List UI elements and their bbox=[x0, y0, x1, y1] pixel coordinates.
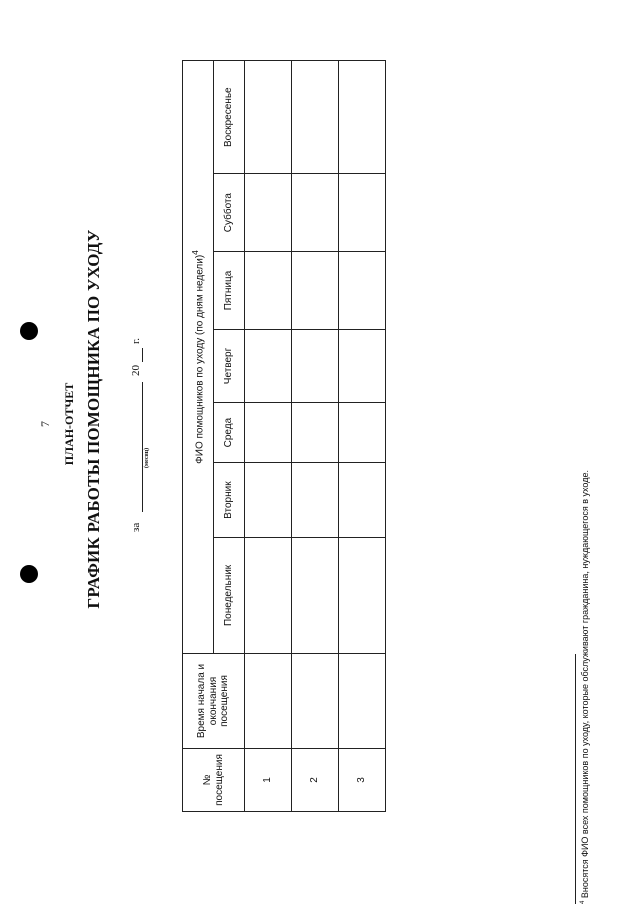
day-friday: Пятница bbox=[214, 251, 245, 329]
table-cell[interactable] bbox=[292, 537, 339, 653]
year-blank[interactable] bbox=[142, 348, 143, 362]
table-cell[interactable] bbox=[339, 537, 386, 653]
header-assistants-by-day bbox=[183, 61, 214, 654]
table-cell[interactable] bbox=[339, 402, 386, 463]
table-cell[interactable] bbox=[245, 251, 292, 329]
year-prefix: 20 bbox=[130, 365, 142, 376]
table-cell[interactable] bbox=[245, 463, 292, 537]
header-visit-time: Время начала и окончания посещения bbox=[183, 654, 245, 749]
period-prefix: за bbox=[130, 522, 142, 532]
period-line bbox=[130, 152, 150, 532]
table-cell[interactable] bbox=[292, 402, 339, 463]
document-subtitle: ПЛАН-ОТЧЕТ bbox=[62, 382, 76, 466]
footnote-divider bbox=[575, 654, 576, 904]
table-cell[interactable] bbox=[292, 61, 339, 174]
day-tuesday: Вторник bbox=[214, 463, 245, 537]
day-monday: Понедельник bbox=[214, 537, 245, 653]
table-cell[interactable] bbox=[339, 654, 386, 749]
table-cell[interactable] bbox=[245, 402, 292, 463]
table-cell[interactable] bbox=[339, 61, 386, 174]
header-assistants-label: ФИО помощников по уходу (по дням недели) bbox=[193, 254, 205, 464]
table-cell[interactable] bbox=[339, 174, 386, 252]
table-row bbox=[339, 61, 386, 812]
table-cell[interactable] bbox=[339, 463, 386, 537]
table-cell[interactable] bbox=[292, 463, 339, 537]
table-cell[interactable] bbox=[245, 61, 292, 174]
table-cell[interactable] bbox=[339, 251, 386, 329]
footnote-ref: 4 bbox=[189, 250, 200, 255]
month-blank[interactable] bbox=[142, 382, 143, 512]
day-sunday: Воскресенье bbox=[214, 61, 245, 174]
row-number: 1 bbox=[245, 749, 292, 812]
table-cell[interactable] bbox=[339, 330, 386, 403]
row-number: 2 bbox=[292, 749, 339, 812]
page-number: 7 bbox=[38, 421, 52, 427]
table-cell[interactable] bbox=[245, 537, 292, 653]
day-saturday: Суббота bbox=[214, 174, 245, 252]
document-title: ГРАФИК РАБОТЫ ПОМОЩНИКА ПО УХОДУ bbox=[84, 229, 103, 609]
table-cell[interactable] bbox=[292, 654, 339, 749]
header-visit-number: № посещения bbox=[183, 749, 245, 812]
table-cell[interactable] bbox=[245, 654, 292, 749]
day-thursday: Четверг bbox=[214, 330, 245, 403]
table-cell[interactable] bbox=[245, 330, 292, 403]
schedule-table bbox=[182, 60, 386, 812]
year-suffix: г. bbox=[130, 337, 142, 344]
table-cell[interactable] bbox=[292, 330, 339, 403]
table-row bbox=[245, 61, 292, 812]
month-hint: (месяц) bbox=[144, 447, 150, 468]
table-cell[interactable] bbox=[292, 174, 339, 252]
table-cell[interactable] bbox=[292, 251, 339, 329]
table-cell[interactable] bbox=[245, 174, 292, 252]
table-row bbox=[292, 61, 339, 812]
row-number: 3 bbox=[339, 749, 386, 812]
footnote-marker: 4 bbox=[580, 900, 586, 904]
footnote-text: Вносятся ФИО всех помощников по уходу, которые обслуживают гражданина, нуждающегося в уходе. bbox=[580, 470, 590, 899]
footnote bbox=[580, 144, 590, 904]
day-wednesday: Среда bbox=[214, 402, 245, 463]
